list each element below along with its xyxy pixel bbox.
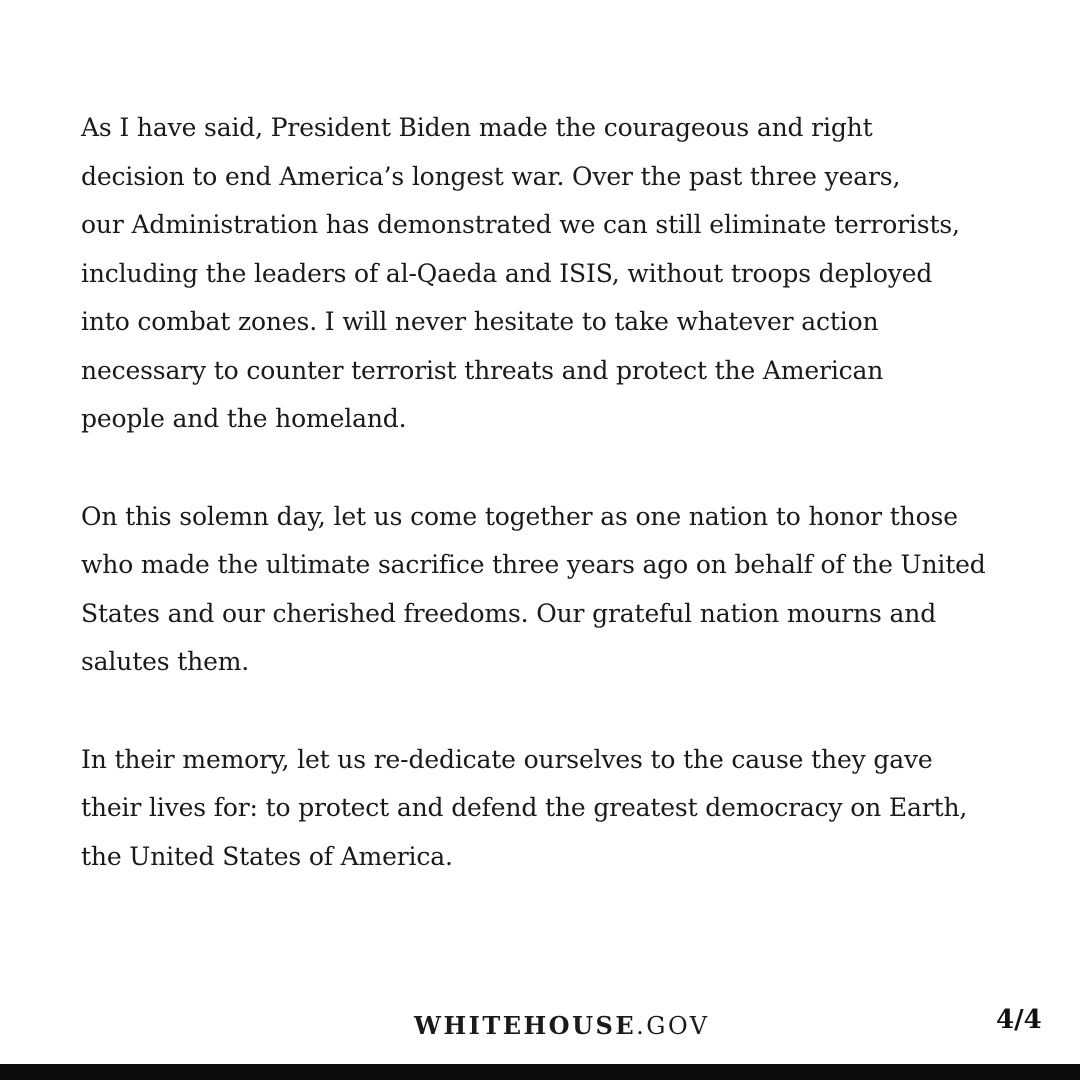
- text-line: the United States of America.: [81, 841, 453, 871]
- brand-suffix: .GOV: [636, 1012, 710, 1040]
- text-line: In their memory, let us re-dedicate ourselves to the cause they gave: [81, 744, 933, 774]
- bottom-bar: [0, 1064, 1080, 1080]
- paragraph-2: [81, 493, 1001, 687]
- paragraph-3: [81, 736, 1001, 882]
- text-line: who made the ultimate sacrifice three years ago on behalf of the United: [81, 550, 986, 579]
- paragraph-1: [81, 104, 1001, 444]
- text-line: including the leaders of al-Qaeda and ISIS, without troops deployed: [81, 258, 933, 288]
- brand-main: WHITEHOUSE: [414, 1011, 637, 1040]
- text-line: our Administration has demonstrated we can still eliminate terrorists,: [81, 210, 960, 239]
- text-line: into combat zones. I will never hesitate to take whatever action: [81, 307, 879, 336]
- statement-body: [81, 104, 1001, 881]
- text-line: necessary to counter terrorist threats and protect the American: [81, 355, 884, 385]
- text-line: their lives for: to protect and defend the greatest democracy on Earth,: [81, 793, 968, 822]
- text-line: As I have said, President Biden made the courageous and right: [81, 113, 873, 142]
- text-line: salutes them.: [81, 647, 250, 676]
- page-indicator: 4/4: [996, 1005, 1042, 1035]
- text-line: people and the homeland.: [81, 404, 407, 433]
- text-line: decision to end America’s longest war. Over the past three years,: [81, 161, 901, 191]
- text-line: On this solemn day, let us come together as one nation to honor those: [81, 501, 958, 531]
- text-line: States and our cherished freedoms. Our grateful nation mourns and: [81, 598, 937, 628]
- whitehouse-gov-wordmark: [414, 1011, 710, 1040]
